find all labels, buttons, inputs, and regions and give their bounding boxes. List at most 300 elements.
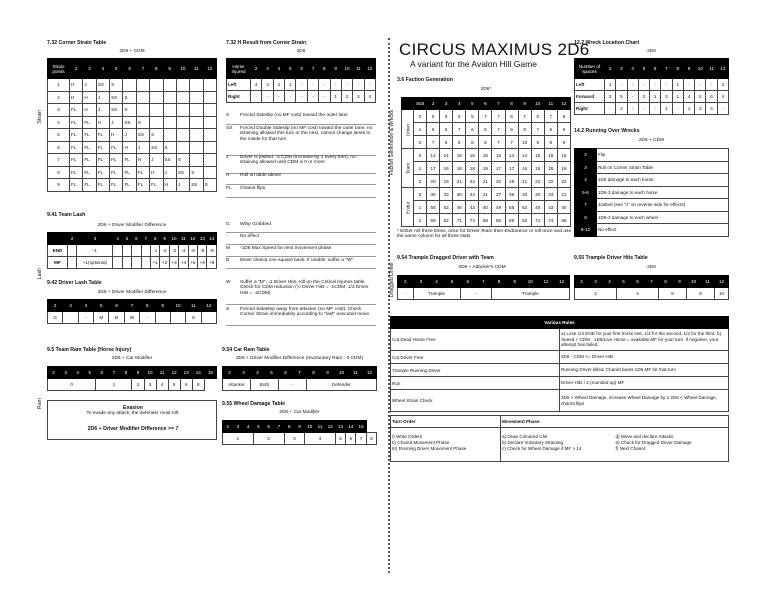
result-text: Suffer a "M", -1 Driver Hits, roll on the Critical Injuries table. Check for CDM reduction (½ Driver Hits = -1CDM, 1/3 Driver Hits = -2CDM)	[240, 280, 369, 296]
header-cell: 3	[63, 300, 78, 312]
rule-text: a) Lose 1/4 END for your first horse lost, 1/3 for the second, 1/2 for the third. b) Speed + CDM - 1D6/Live Horse = available MF for your turn. If negative, your attempt has failed.	[560, 329, 729, 351]
header-cell: 7	[141, 233, 150, 245]
table-cell: 7	[492, 123, 505, 136]
header-cell: 12	[715, 276, 729, 288]
table-cell: 65	[492, 214, 505, 227]
table-cell: 15	[453, 149, 466, 162]
table-cell: 1	[414, 162, 427, 175]
header-cell: 3	[83, 59, 96, 79]
table-row	[402, 214, 571, 227]
table-row	[575, 224, 729, 237]
header-row	[48, 233, 217, 245]
header-cell: 7	[136, 59, 149, 79]
table-cell	[132, 245, 141, 257]
table-cell: 6	[531, 110, 544, 123]
table-cell: H	[136, 154, 149, 167]
header-cell: 7	[293, 367, 307, 379]
table-cell: 7	[518, 110, 531, 123]
table-cell	[113, 245, 122, 257]
table-cell: 1	[672, 79, 683, 91]
table-cell: -	[279, 379, 307, 391]
table-row	[48, 79, 217, 92]
header-row	[391, 317, 729, 329]
table-cell: -	[78, 312, 93, 324]
table-cell: 4	[706, 103, 717, 115]
table-cell: H	[70, 79, 83, 92]
table-cell: 21	[479, 188, 492, 201]
header-cell: 12	[364, 59, 375, 79]
table-cell	[201, 312, 216, 324]
table-cell: H	[110, 129, 123, 142]
table-cell: 14	[427, 149, 440, 162]
table-cell: Left	[575, 79, 605, 91]
header-row	[48, 300, 217, 312]
header-cell: 6	[96, 367, 108, 379]
table-cell: -	[650, 79, 661, 91]
table-cell: 4	[251, 79, 262, 91]
result-divider	[226, 268, 376, 269]
header-cell: 8	[120, 367, 132, 379]
table-row	[48, 129, 217, 142]
table-cell: -	[605, 103, 616, 115]
table-cell: J	[136, 141, 149, 154]
team-ram-sub: 2D6 + Car Modifier	[111, 356, 153, 361]
table-row	[575, 91, 729, 103]
result-text: Forced Double Sideslip (no MF cost) toward the outer lane, no straining allowed this turn or the next, cannot change lanes to the inside for that turn	[240, 126, 373, 142]
trample-team-sub: 2D6 + Attacker's CDM	[458, 265, 506, 270]
header-cell: 4	[603, 276, 617, 288]
table-cell: 19	[505, 175, 518, 188]
header-cell: 11	[538, 276, 554, 288]
table-cell: 22	[544, 175, 557, 188]
table-cell: 30	[531, 188, 544, 201]
roll-cell: 4	[575, 174, 597, 187]
table-cell: S	[123, 104, 136, 117]
table-cell: FL	[96, 166, 109, 179]
car-ram-sub: 2D6 + Driver Modifier Difference (Involuntary Ram: -3 CDM)	[235, 356, 364, 361]
effect-cell: Flip	[597, 149, 729, 162]
table-cell: 7	[453, 123, 466, 136]
table-cell	[123, 79, 136, 92]
table-row	[402, 188, 571, 201]
table-cell: FL	[96, 129, 109, 142]
table-cell: 4	[305, 433, 336, 445]
header-row	[575, 59, 729, 79]
table-cell: FL	[70, 179, 83, 192]
table-cell: S	[176, 154, 189, 167]
faction-note: * Either roll three times, once for Driver,Team then Endurance or roll once and use the same column for all three stats	[397, 229, 572, 240]
table-cell: -	[717, 103, 728, 115]
result-text: Roll on table above	[240, 173, 282, 178]
result-text: No effect	[240, 234, 260, 239]
header-cell: 12	[557, 98, 570, 110]
header-cell: 9	[294, 421, 304, 433]
header-cell: 8	[672, 59, 683, 79]
table-cell: 71	[453, 214, 466, 227]
effect-cell: 1D6-3 damage to each wheel	[597, 211, 729, 224]
table-cell	[176, 79, 189, 92]
table-cell: J	[83, 79, 96, 92]
table-cell: +5	[188, 257, 197, 269]
header-cell: 6	[264, 421, 274, 433]
table-cell	[176, 104, 189, 117]
table-cell: FL	[150, 179, 163, 192]
table-cell: 71	[531, 214, 544, 227]
table-cell: 2	[414, 175, 427, 188]
table-cell	[203, 129, 216, 142]
table-cell: 46	[453, 201, 466, 214]
table-cell: SS	[176, 166, 189, 179]
table-cell: FL	[96, 141, 109, 154]
table-cell: -	[353, 79, 364, 91]
movement-step: f) Next Chariot	[615, 446, 646, 451]
table-cell: -	[616, 79, 627, 91]
table-cell: 1	[48, 79, 70, 92]
table-cell: FL	[70, 141, 83, 154]
table-cell: 68	[557, 214, 570, 227]
table-cell	[176, 116, 189, 129]
rule-name: Wheel Strain Check	[391, 390, 560, 412]
table-cell: 59	[505, 214, 518, 227]
table-cell: FL	[70, 129, 83, 142]
table-cell: 5	[616, 91, 627, 103]
result-code: J	[226, 155, 229, 160]
table-cell: 2	[616, 103, 627, 115]
table-cell: 36	[505, 188, 518, 201]
table-cell: -1	[77, 245, 113, 257]
table-cell: 2	[414, 136, 427, 149]
result-code: G	[226, 222, 230, 227]
header-cell: 4	[453, 98, 466, 110]
table-cell: -	[140, 312, 155, 324]
table-row	[227, 91, 376, 103]
table-cell: -	[460, 288, 491, 300]
table-cell: 7	[48, 154, 70, 167]
header-cell: 3	[262, 59, 273, 79]
table-cell: 4	[364, 91, 375, 103]
table-cell: H	[123, 141, 136, 154]
header-row	[391, 416, 729, 428]
table-cell: J	[163, 166, 176, 179]
table-cell	[163, 79, 176, 92]
header-cell: 9	[518, 98, 531, 110]
table-row	[48, 166, 217, 179]
table-cell: 19	[479, 162, 492, 175]
table-cell: FL	[83, 179, 96, 192]
table-row	[402, 162, 571, 175]
table-cell: J	[123, 129, 136, 142]
header-cell: 2	[575, 276, 589, 288]
header-cell: 5	[617, 276, 631, 288]
table-cell: J	[150, 154, 163, 167]
table-cell	[190, 154, 203, 167]
header-cell: 12	[717, 59, 728, 79]
team-lash-sub: 2D6 + Driver Modifier Difference	[97, 223, 167, 228]
table-cell: 8	[453, 136, 466, 149]
table-cell	[141, 245, 150, 257]
table-cell	[136, 91, 149, 104]
table-cell: FL	[110, 154, 123, 167]
table-cell: -	[296, 91, 307, 103]
table-cell: +2	[160, 257, 169, 269]
table-cell: SS	[163, 154, 176, 167]
table-cell	[203, 154, 216, 167]
wreck-caption: 12.2 Wreck Location Chart	[574, 40, 640, 46]
table-cell	[122, 245, 131, 257]
table-cell	[190, 79, 203, 92]
table-row	[48, 379, 217, 391]
table-cell: -	[661, 79, 672, 91]
movement-step: c) Check for Wheel Damage if MF > 14	[502, 446, 582, 451]
table-cell	[113, 257, 122, 269]
header-cell: 3	[237, 367, 251, 379]
table-cell	[176, 129, 189, 142]
table-cell: 7	[531, 123, 544, 136]
header-cell: 7	[274, 421, 284, 433]
table-cell: 6	[479, 123, 492, 136]
running-wrecks-caption: 14.2 Running Over Wrecks	[574, 128, 640, 134]
header-cell: 7	[645, 276, 659, 288]
header-cell: 10	[523, 276, 539, 288]
table-cell: 2	[273, 79, 284, 91]
result-text: Move chariot one square back. If unable, suffer a "W"	[240, 258, 354, 263]
table-cell: 1	[661, 103, 672, 115]
header-cell: 2	[398, 276, 414, 288]
header-cell: 9	[673, 276, 687, 288]
header-cell: 2	[427, 98, 440, 110]
table-cell: 2	[695, 91, 706, 103]
header-cell: 10	[341, 59, 352, 79]
turn-order-title: Turn Order	[391, 416, 501, 428]
rule-name: Cut Dead Horse Free	[391, 329, 560, 351]
header-cell: 12	[554, 276, 570, 288]
trample-hits-table	[574, 275, 729, 300]
header-cell: 9	[163, 59, 176, 79]
header-cell: 7	[492, 98, 505, 110]
table-cell: 43	[466, 201, 479, 214]
table-cell: Right	[575, 103, 605, 115]
table-cell: -6	[198, 245, 207, 257]
table-cell: 6	[479, 136, 492, 149]
header-cell: 5	[84, 367, 96, 379]
table-cell: -	[307, 79, 318, 91]
table-cell	[176, 91, 189, 104]
table-cell: 3	[262, 79, 273, 91]
header-cell: 3	[616, 59, 627, 79]
table-row	[402, 136, 571, 149]
table-cell: S	[136, 116, 149, 129]
trample-team-caption: 9.54 Trample Dragged Driver with Team	[397, 255, 494, 261]
table-cell: MF	[48, 257, 68, 269]
table-row	[575, 199, 729, 212]
car-ram-caption: 9.54 Car Ram Table	[222, 347, 270, 353]
table-cell: 40	[557, 201, 570, 214]
table-cell: +8	[207, 257, 217, 269]
header-cell: 2	[223, 421, 233, 433]
table-cell: 7	[492, 136, 505, 149]
header-cell: 10	[531, 98, 544, 110]
header-cell: 3	[233, 421, 243, 433]
table-cell: 3	[695, 103, 706, 115]
table-cell: 17	[427, 162, 440, 175]
table-cell: FL	[96, 154, 109, 167]
header-cell: 12	[363, 367, 377, 379]
header-cell: 4	[96, 59, 109, 79]
table-cell	[136, 79, 149, 92]
table-cell: -	[683, 79, 694, 91]
table-cell	[136, 104, 149, 117]
table-cell: 8	[544, 136, 557, 149]
table-cell	[150, 116, 163, 129]
header-cell: 10	[335, 367, 349, 379]
table-cell: SS	[110, 104, 123, 117]
header-cell: 9	[683, 59, 694, 79]
header-cell: 4	[273, 59, 284, 79]
header-cell: 6	[123, 59, 136, 79]
header-cell: 9	[330, 59, 341, 79]
table-cell: 6	[453, 110, 466, 123]
table-cell: 4	[48, 116, 70, 129]
header-cell: 6	[279, 367, 293, 379]
header-cell: 11	[179, 233, 188, 245]
corner-strain-caption: 7.32 Corner Strain Table	[47, 40, 107, 46]
table-cell: Left	[227, 79, 251, 91]
running-wrecks-table	[574, 148, 729, 237]
table-cell	[68, 245, 77, 257]
table-cell	[163, 129, 176, 142]
table-cell: 4	[717, 91, 728, 103]
table-cell: 3	[144, 379, 156, 391]
table-cell: 2	[253, 433, 284, 445]
table-cell: 6	[466, 123, 479, 136]
table-cell: -	[319, 91, 330, 103]
header-cell: 8	[150, 59, 163, 79]
rule-text: 2D6 > Wheel Damage, increase Wheel Damage by 1 2D6 < Wheel Damage, chariot flips	[560, 390, 729, 412]
running-wrecks-sub: 2D6 + CDM	[638, 138, 665, 143]
table-cell: S	[186, 312, 201, 324]
table-cell: +1	[151, 257, 160, 269]
result-divider	[226, 232, 376, 233]
table-cell: -	[638, 103, 649, 115]
header-cell: 11	[186, 300, 201, 312]
table-cell: 5	[48, 129, 70, 142]
driver-lash-sub: 2D6 + Driver Modifier Difference	[97, 290, 167, 295]
table-cell: 24	[466, 188, 479, 201]
table-cell: -	[638, 79, 649, 91]
table-cell: Both	[251, 379, 279, 391]
result-text: Driver is jostled, -3 CDM (increase by 1 every turn), no straining allowed until CDM is 0 or more	[240, 155, 356, 166]
table-cell: 7	[492, 110, 505, 123]
group-label: Driver	[402, 110, 414, 149]
result-text: -1D6 Max Speed for next movement phase	[240, 246, 332, 251]
table-cell: 6	[706, 91, 717, 103]
corner-strain-sub: 2D6 + CDM	[119, 49, 145, 54]
header-row	[223, 367, 377, 379]
page-subtitle: A variant for the Avalon Hill Game	[410, 59, 537, 69]
result-code: -	[226, 234, 228, 239]
faction-table	[401, 97, 571, 227]
table-cell: -	[398, 288, 414, 300]
header-cell: 2	[48, 367, 60, 379]
table-row	[48, 257, 217, 269]
h-result-caption: 7.32 H Result from Corner Strain	[226, 40, 307, 46]
movement-step: e) Check for Dragged Driver Damage	[615, 440, 692, 445]
table-cell: 3	[605, 91, 616, 103]
header-cell: 11	[190, 59, 203, 79]
table-cell: 21	[479, 175, 492, 188]
result-text: Chariot flips	[240, 186, 266, 191]
table-row	[391, 377, 729, 390]
header-cell: 4	[78, 300, 93, 312]
dragged-side-label: Dragged Driver	[389, 262, 395, 298]
table-cell: S	[123, 91, 136, 104]
header-cell: 11	[353, 59, 364, 79]
strain-side-label: Strain	[37, 110, 43, 124]
header-cell: Number of spaces	[575, 59, 605, 79]
table-cell: 7	[544, 110, 557, 123]
lash-side-label: Lash	[37, 268, 43, 280]
result-code: B	[226, 258, 230, 263]
table-cell: FL	[70, 166, 83, 179]
rule-text: 2D6 - CDM <= Driver Hits	[560, 351, 729, 364]
table-row	[48, 154, 217, 167]
table-cell	[203, 141, 216, 154]
table-cell: 18	[544, 162, 557, 175]
header-cell: 15	[356, 421, 366, 433]
result-code: FL	[226, 186, 232, 191]
table-cell: -	[262, 91, 273, 103]
table-cell: 10	[518, 136, 531, 149]
table-cell: 52	[440, 201, 453, 214]
table-cell: -2	[160, 245, 169, 257]
table-cell: 33	[518, 188, 531, 201]
table-cell: H	[70, 91, 83, 104]
table-cell: FL	[123, 179, 136, 192]
table-cell: 8	[544, 123, 557, 136]
header-cell: 12	[168, 367, 180, 379]
table-cell: 15	[492, 149, 505, 162]
table-cell: FL	[83, 129, 96, 142]
table-cell	[63, 312, 78, 324]
table-cell: 49	[492, 201, 505, 214]
table-cell: 17	[505, 162, 518, 175]
table-cell: 0	[414, 188, 427, 201]
header-cell: 8	[319, 59, 330, 79]
table-row	[402, 149, 571, 162]
effect-cell: 1D6-3 damage to each horse	[597, 186, 729, 199]
header-row	[48, 367, 217, 379]
table-cell: FL	[110, 141, 123, 154]
table-cell: 20	[427, 175, 440, 188]
table-cell: SS	[190, 179, 203, 192]
table-cell: M	[94, 312, 109, 324]
table-cell: 6	[440, 123, 453, 136]
table-cell: 7	[427, 136, 440, 149]
table-cell	[176, 141, 189, 154]
table-cell: 9	[48, 179, 70, 192]
header-cell: 12	[188, 233, 197, 245]
table-cell: 8	[366, 433, 376, 445]
table-row	[223, 379, 377, 391]
table-cell: 3	[284, 433, 305, 445]
trample-hits-caption: 9.55 Trample Driver Hits Table	[574, 255, 648, 261]
table-cell: 19	[440, 175, 453, 188]
header-cell: 13	[198, 233, 207, 245]
header-row	[48, 59, 217, 79]
roll-cell: 5-6	[575, 186, 597, 199]
result-divider	[226, 124, 376, 125]
group-label: Team	[402, 149, 414, 188]
